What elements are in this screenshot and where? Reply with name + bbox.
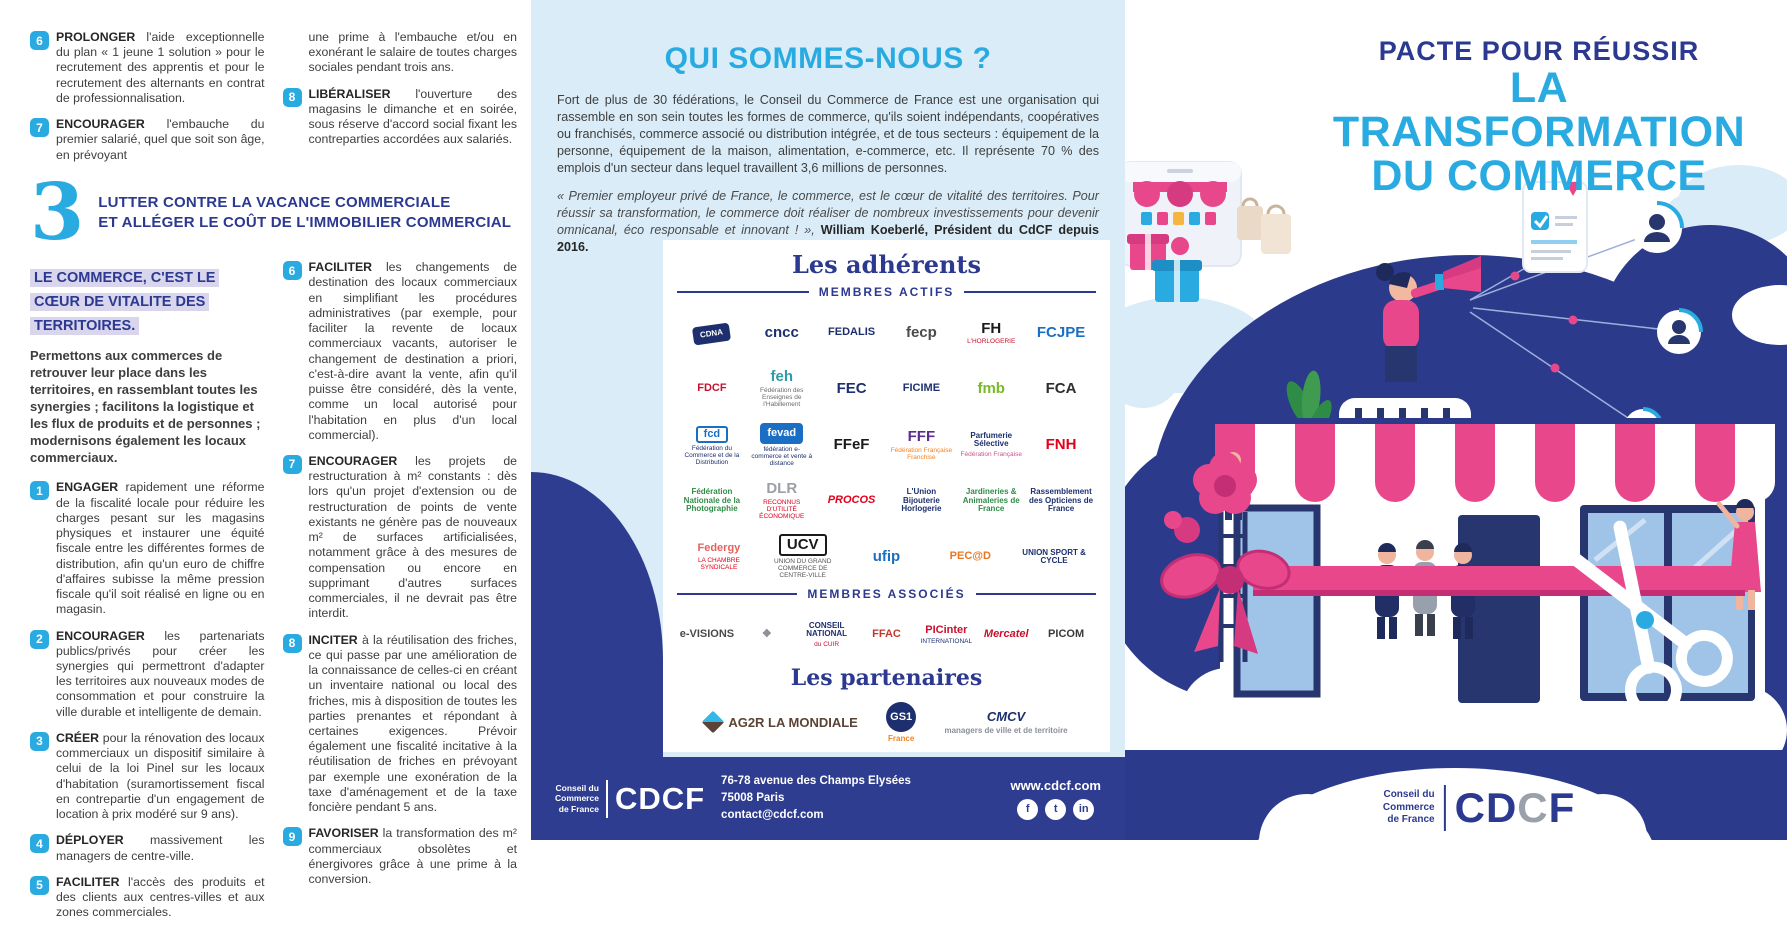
logo-cncc: cncc: [764, 324, 799, 342]
cdcf-logo-navy: [1383, 784, 1575, 832]
logo-gs1: GS1 France: [886, 702, 916, 743]
point-number-badge: 9: [283, 827, 302, 846]
ag2r-diamond-icon: [702, 711, 725, 734]
point-number-badge: 1: [30, 481, 49, 500]
logo-ag2r: AG2R LA MONDIALE: [705, 714, 858, 730]
point-number-badge: 7: [283, 455, 302, 474]
cover-title-line2: LA TRANSFORMATION: [1332, 64, 1746, 156]
point-text: ENCOURAGER les partenariats publics/privés pour créer les synergies qui permettront d'adapter les territoires aux nouveaux modes de consommation et pour construire la ville durable et intelligente de demain.: [56, 628, 265, 719]
logo-fcjpe: FCJPE: [1036, 324, 1086, 342]
partners-logo-row: [677, 697, 1096, 747]
point-text: CRÉER pour la rénovation des locaux commerciaux un dispositif similaire à celui de la loi Pinel sur les locaux d'habitation (suramortissement fiscal en contrepartie d'un engagement de location à prix modéré sur 9 ans).: [56, 730, 265, 822]
numbered-point: [283, 260, 518, 443]
point-text: PROLONGER l'aide exceptionnelle du plan « 1 jeune 1 solution » pour le recrutement des apprentis et pour le recrutement des alternants en contrat de professionnalisation.: [56, 30, 265, 105]
point-text: FACILITER les changements de destination des locaux commerciaux en simplifiant les procédures administratives (par exemple, pour faciliter la revente de locaux commerciaux vacants, autoriser le changement de destination a priori, c'est-à-dire avant la vente, afin qu'il puisse être considéré, dès la vente, comme un local autorisé pour l'habitation en plus d'un local commercial).: [308, 260, 518, 442]
point-text: DÉPLOYER massivement les managers de centre-ville.: [56, 833, 265, 863]
logo-fdcf: FDCF: [697, 382, 727, 395]
actifs-logo-row-4: [677, 475, 1096, 527]
left-lower-col2: [283, 260, 518, 931]
logo-ffef: FFeF: [833, 436, 870, 454]
point-number-badge: 8: [283, 88, 302, 107]
point-number-badge: 3: [30, 732, 49, 751]
storefront: [1207, 418, 1779, 703]
logo-fca: FCA: [1045, 380, 1077, 398]
numbered-point: [30, 833, 265, 863]
point-text: ENCOURAGER les projets de restructuration à m² constants : dès lors qu'un projet d'extension ou de restructuration de points de vente existants ne génère pas de nouveaux m² de surfaces artificialisées, notamment grâce à des mesures de compensation ou encore en supprimant d'autres surfaces commerciales, il ne devrait pas être interdit.: [308, 453, 517, 621]
divider-line: [976, 593, 1096, 595]
storefront-window-left: [1237, 508, 1317, 694]
logo-ffac: FFAC: [872, 628, 901, 641]
membres-actifs-divider: MEMBRES ACTIFS: [677, 285, 1096, 299]
logo-federgy: Federgy LA CHAMBRE SYNDICALE: [697, 542, 741, 571]
logo-feh: feh Fédération des Enseignes de l'Habillement: [760, 368, 804, 409]
logo-procos: PROCOS: [827, 494, 876, 507]
divider-line: [677, 291, 809, 293]
left-top-col1: [30, 30, 265, 174]
facebook-icon[interactable]: f: [1017, 799, 1038, 820]
numbered-point: [30, 30, 265, 106]
point-number-badge: 8: [283, 634, 302, 653]
cdcf-logo-smalltext: Conseil du Commerce de France: [1382, 789, 1435, 826]
actifs-logo-row-2: [677, 363, 1096, 415]
logo-dlr: DLR RECONNUS D'UTILITÉ ÉCONOMIQUE: [759, 480, 805, 521]
point-text: LIBÉRALISER l'ouverture des magasins le dimanche et en soirée, sous réserve d'accord social fixant les contreparties accordées aux salariés.: [308, 86, 517, 147]
logo-fff-franchise: FFF Fédération Française Franchise: [890, 427, 953, 461]
members-box: [663, 240, 1110, 752]
left-top-section: [30, 30, 517, 174]
logo-fec: FEC: [836, 380, 867, 398]
contact-email[interactable]: contact@cdcf.com: [721, 808, 824, 821]
cover-title-line1: PACTE POUR RÉUSSIR: [1378, 36, 1700, 66]
section-3-heading: [30, 166, 517, 258]
logo-picinter: PICinter INTERNATIONAL: [920, 623, 973, 646]
point-text: FACILITER l'accès des produits et des clients aux centres-villes et aux zones commerciales.: [56, 874, 265, 920]
avatar-circle-2: [1632, 203, 1682, 253]
point-text: FAVORISER la transformation des m² commerciaux obsolètes et énergivores grâce à une prime à la conversion.: [308, 826, 517, 887]
decorative-navy-cloud: [531, 472, 663, 760]
point-number-badge: 6: [30, 31, 49, 50]
highlight-heading: LE COMMERCE, C'EST LE CŒUR DE VITALITE DES TERRITOIRES.: [30, 266, 265, 338]
logo-union-sport-cycle: UNION SPORT & CYCLE: [1022, 547, 1086, 565]
logo-parfumerie-selective: Parfumerie Sélective Fédération Française: [960, 431, 1022, 458]
cover-title: [1319, 36, 1759, 199]
logo-cdna: CDNA: [677, 323, 747, 343]
actifs-logo-row-3: [677, 419, 1096, 471]
actifs-logo-row-1: [677, 307, 1096, 359]
point-number-badge: 4: [30, 834, 49, 853]
logo-divider-bar: [1444, 785, 1446, 831]
section-title: LUTTER CONTRE LA VACANCE COMMERCIALE ET ALLÉGER LE COÛT DE L'IMMOBILIER COMMERCIAL: [98, 194, 512, 232]
address-line: 76-78 avenue des Champs Elysées: [721, 775, 911, 788]
right-panel: [1125, 0, 1787, 840]
continuation-paragraph: une prime à l'embauche et/ou en exonérant le salaire de toutes charges sociales pendant trois ans.: [308, 30, 517, 75]
section-number: 3: [30, 166, 85, 258]
middle-panel: [531, 0, 1125, 840]
logo-jardineries-animaleries: Jardineries & Animaleries de France: [962, 487, 1020, 514]
logo-fh-horlogerie: FH L'HORLOGERIE: [967, 319, 1016, 346]
contact-footer: [531, 757, 1125, 840]
numbered-point: [30, 629, 265, 720]
partenaires-title: Les partenaires: [790, 665, 983, 691]
left-lower-col1: [30, 260, 265, 931]
quote-paragraph: « Premier employeur privé de France, le commerce, est le cœur de vitalité des territoires. Pour réussir sa transformation, le commerce doit réaliser de nombreux investissements pour devenir omnicanal, éco responsable et innovant ! », William Koeberlé, Président du CdCF depuis 2016.: [557, 189, 1099, 254]
point-number-badge: 7: [30, 118, 49, 137]
point-number-badge: 2: [30, 630, 49, 649]
membres-associes-divider: MEMBRES ASSOCIÉS: [677, 587, 1096, 601]
point-text: ENCOURAGER l'embauche du premier salarié, quel que soit son âge, en prévoyant: [56, 117, 265, 162]
numbered-point: [30, 875, 265, 921]
logo-ficime: FICIME: [902, 382, 941, 395]
cover-title-line3: DU COMMERCE: [1371, 151, 1707, 200]
logo-picom: PICOM: [1048, 628, 1085, 641]
numbered-point: [283, 454, 518, 622]
numbered-point: [283, 87, 518, 148]
logo-rassemblement-opticiens: Rassemblement des Opticiens de France: [1029, 487, 1094, 514]
shopping-bags-icon: [1237, 199, 1291, 254]
adherents-title: Les adhérents: [791, 250, 982, 279]
social-icons: [1010, 799, 1101, 820]
numbered-point: [30, 117, 265, 163]
logo-divider-bar: [606, 780, 608, 818]
logo-fevad: fevad fédération e-commerce et vente à distance: [747, 423, 817, 468]
logo-crest: ❖: [761, 628, 772, 641]
logo-conseil-national-cuir: CONSEIL NATIONAL du CUIR: [806, 621, 848, 648]
left-top-col2: [283, 30, 518, 174]
point-number-badge: 5: [30, 876, 49, 895]
linkedin-icon[interactable]: in: [1073, 799, 1094, 820]
intro-paragraph: Permettons aux commerces de retrouver leur place dans les territoires, en rassemblant toutes les synergies ; facilitons la logistique et les flux de produits et de personnes ; modernisons également les locaux commerciaux.: [30, 348, 261, 465]
logo-fecp: fecp: [905, 324, 937, 342]
point-number-badge: 6: [283, 261, 302, 280]
numbered-point: [283, 633, 518, 816]
web-social-block: [1010, 778, 1101, 820]
logo-pecad: PEC@D: [949, 550, 991, 563]
numbered-point: [30, 731, 265, 822]
numbered-point: [283, 826, 518, 887]
divider-line: [964, 291, 1096, 293]
left-lower-section: [30, 260, 517, 931]
about-paragraph: Fort de plus de 30 fédérations, le Conseil du Commerce de France est une organisation qui rassemble en son sein toutes les formes de commerce, qu'ils soient indépendants, coopératives ou franchisés, commerce associé ou distribution intégrée, et de tous secteurs : équipement de la personne, équipement de la maison, alimentation, e-commerce, etc. Il représente 70 % des emplois d'un secteur dans lequel travaillent 3,6 millions de personnes.: [557, 93, 1099, 175]
point-text: ENGAGER rapidement une réforme de la fiscalité locale pour réduire les charges pesant sur les magasins physiques et instaurer une équité fiscale entre les différentes formes de distribution, afin qu'un euro de chiffre d'affaires subisse la même pression fiscale qu'il soit réalisé en ligne ou en magasin.: [56, 480, 265, 617]
logo-e-visions: e-VISIONS: [679, 628, 735, 641]
associes-logo-row: [677, 609, 1096, 661]
logo-fnp: Fédération Nationale de la Photographie: [683, 487, 741, 514]
quote-attribution: William Koeberlé, Président du CdCF depuis 2016.: [557, 223, 1099, 254]
logo-fmb: fmb: [977, 380, 1005, 398]
cdcf-logo-letters: CDCF: [614, 780, 706, 816]
logo-fnh: FNH: [1045, 436, 1077, 454]
twitter-icon[interactable]: t: [1045, 799, 1066, 820]
actifs-logo-row-5: [677, 531, 1096, 583]
page-title: QUI SOMMES-NOUS ?: [664, 42, 992, 75]
address-line: 75008 Paris: [721, 792, 785, 805]
logo-fedalis: FEDALIS: [828, 326, 876, 339]
logo-fcd: fcd Fédération du Commerce et de la Distribution: [684, 427, 740, 467]
ribbon: [1253, 566, 1745, 596]
logo-ufip: ufip: [872, 548, 901, 566]
logo-mercatel: Mercatel: [983, 628, 1029, 641]
divider-line: [677, 593, 797, 595]
logo-cmcv: CMCV managers de ville et de territoire: [944, 709, 1068, 735]
logo-union-bijouterie-horlogerie: L'Union Bijouterie Horlogerie: [901, 487, 942, 514]
left-panel: [0, 0, 531, 920]
logo-ucv: UCV UNION DU GRAND COMMERCE DE CENTRE-VILLE: [773, 536, 832, 580]
address-block: [721, 773, 994, 823]
gs1-circle-icon: GS1: [886, 702, 916, 732]
website-url[interactable]: www.cdcf.com: [1010, 777, 1101, 793]
cdcf-logo-smalltext: Conseil du Commerce de France: [555, 783, 599, 814]
cdcf-logo-white: [555, 780, 705, 818]
numbered-point: [30, 480, 265, 617]
avatar-circle-3: [1657, 310, 1701, 354]
point-text: INCITER à la réutilisation des friches, ce qui passe par une amélioration de la connaissance de celles-ci en créant un inventaire national ou local des friches, mis à disposition de toutes les parties prenantes et répondant à certaines exigences. Prévoir également une fiscalité incitative à la réutilisation de friches en prévoyant par exemple une exonération de la taxe d'aménagement et de la taxe foncière pendant 5 ans.: [308, 632, 517, 815]
right-cdcf-letters: CDCF: [1454, 784, 1576, 831]
